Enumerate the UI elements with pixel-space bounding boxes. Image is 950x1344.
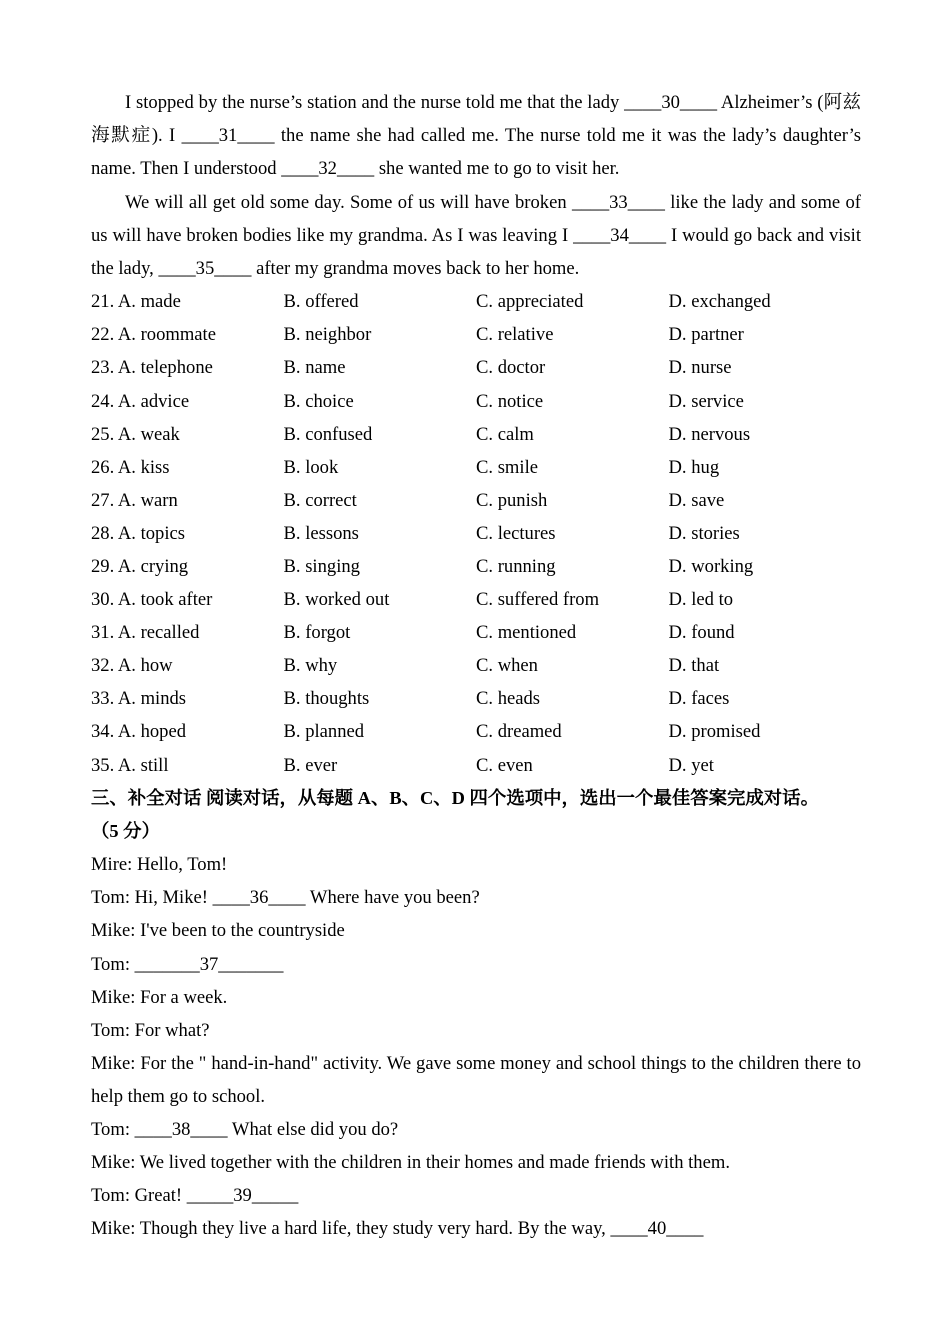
option-b: B. choice xyxy=(283,390,354,412)
section-heading: 三、补全对话 阅读对话，从每题 A、B、C、D 四个选项中，选出一个最佳答案完成对话。 xyxy=(91,787,819,808)
dialogue-line: Mike: For a week. xyxy=(91,986,228,1008)
option-c: C. running xyxy=(476,555,556,577)
question-row-26 xyxy=(91,451,861,484)
dialogue-line: Tom: Great! _____39_____ xyxy=(91,1185,299,1207)
option-c: C. notice xyxy=(476,390,544,412)
option-b: B. worked out xyxy=(283,589,390,611)
dialogue xyxy=(91,848,861,1245)
option-d: D. nervous xyxy=(668,423,751,445)
document-page xyxy=(91,86,861,1245)
dialogue-line: Mike: For the " hand-in-hand" activity. We gave some money and school things to the children there to help them go to school. xyxy=(91,1052,861,1107)
option-a: 23. A. telephone xyxy=(91,357,213,379)
option-d: D. that xyxy=(668,655,720,677)
option-a: 26. A. kiss xyxy=(91,456,170,478)
passage-paragraph: I stopped by the nurse’s station and the nurse told me that the lady ____30____ Alzheimer’s (阿兹海默症). I ____31____ the name she had called me. The nurse told me it was the lady’s daughter’s name. Then I understood ____32____ she wanted me to go to visit her. xyxy=(91,92,861,180)
question-row-25 xyxy=(91,418,861,451)
option-d: D. faces xyxy=(668,688,730,710)
option-a: 21. A. made xyxy=(91,291,181,313)
option-b: B. correct xyxy=(283,489,357,511)
question-row-34 xyxy=(91,715,861,748)
option-a: 27. A. warn xyxy=(91,489,178,511)
option-d: D. found xyxy=(668,622,735,644)
option-d: D. exchanged xyxy=(668,291,771,313)
question-row-22 xyxy=(91,318,861,351)
option-b: B. lessons xyxy=(283,522,359,544)
option-d: D. working xyxy=(668,555,754,577)
option-d: D. promised xyxy=(668,721,761,743)
option-c: C. even xyxy=(476,754,533,776)
option-c: C. doctor xyxy=(476,357,546,379)
question-row-30 xyxy=(91,583,861,616)
option-b: B. why xyxy=(283,655,338,677)
option-a: 30. A. took after xyxy=(91,589,213,611)
option-d: D. led to xyxy=(668,589,734,611)
dialogue-line: Mike: Though they live a hard life, they study very hard. By the way, ____40____ xyxy=(91,1218,704,1240)
option-d: D. stories xyxy=(668,522,740,544)
question-row-23 xyxy=(91,351,861,384)
option-b: B. confused xyxy=(283,423,373,445)
option-b: B. neighbor xyxy=(283,324,372,346)
question-row-31 xyxy=(91,616,861,649)
option-a: 33. A. minds xyxy=(91,688,187,710)
option-b: B. planned xyxy=(283,721,365,743)
dialogue-line: Tom: Hi, Mike! ____36____ Where have you been? xyxy=(91,887,480,909)
dialogue-line: Mike: We lived together with the children in their homes and made friends with them. xyxy=(91,1152,730,1174)
option-b: B. thoughts xyxy=(283,688,370,710)
option-c: C. calm xyxy=(476,423,534,445)
option-c: C. dreamed xyxy=(476,721,562,743)
question-row-33 xyxy=(91,682,861,715)
question-row-24 xyxy=(91,385,861,418)
question-options-list xyxy=(91,285,861,781)
dialogue-line: Tom: ____38____ What else did you do? xyxy=(91,1118,399,1140)
option-b: B. look xyxy=(283,456,339,478)
option-c: C. suffered from xyxy=(476,589,600,611)
option-a: 29. A. crying xyxy=(91,555,189,577)
option-b: B. offered xyxy=(283,291,359,313)
option-a: 35. A. still xyxy=(91,754,169,776)
option-d: D. service xyxy=(668,390,744,412)
question-row-27 xyxy=(91,484,861,517)
dialogue-line: Mike: I've been to the countryside xyxy=(91,920,345,942)
option-d: D. save xyxy=(668,489,725,511)
option-a: 25. A. weak xyxy=(91,423,180,445)
option-a: 31. A. recalled xyxy=(91,622,200,644)
option-b: B. name xyxy=(283,357,346,379)
passage-paragraph: We will all get old some day. Some of us will have broken ____33____ like the lady and some of us will have broken bodies like my grandma. As I was leaving I ____34____ I would go back and visit the lady, ____35____ after my grandma moves back to her home. xyxy=(91,191,861,280)
option-a: 34. A. hoped xyxy=(91,721,187,743)
question-row-21 xyxy=(91,285,861,318)
option-c: C. appreciated xyxy=(476,291,584,313)
option-a: 28. A. topics xyxy=(91,522,186,544)
dialogue-line: Tom: For what? xyxy=(91,1019,210,1041)
option-c: C. when xyxy=(476,655,538,677)
question-row-29 xyxy=(91,550,861,583)
option-c: C. relative xyxy=(476,324,554,346)
question-row-28 xyxy=(91,517,861,550)
option-d: D. nurse xyxy=(668,357,732,379)
question-row-32 xyxy=(91,649,861,682)
option-a: 24. A. advice xyxy=(91,390,190,412)
section-score: （5 分） xyxy=(91,820,160,841)
option-a: 32. A. how xyxy=(91,655,173,677)
option-b: B. forgot xyxy=(283,622,351,644)
question-row-35 xyxy=(91,749,861,782)
option-a: 22. A. roommate xyxy=(91,324,216,346)
option-d: D. yet xyxy=(668,754,714,776)
option-c: C. mentioned xyxy=(476,622,577,644)
option-b: B. singing xyxy=(283,555,360,577)
dialogue-line: Mire: Hello, Tom! xyxy=(91,854,228,876)
option-d: D. hug xyxy=(668,456,720,478)
option-c: C. punish xyxy=(476,489,548,511)
option-d: D. partner xyxy=(668,324,744,346)
option-c: C. smile xyxy=(476,456,538,478)
dialogue-line: Tom: _______37_______ xyxy=(91,953,284,975)
option-c: C. heads xyxy=(476,688,541,710)
option-b: B. ever xyxy=(283,754,338,776)
option-c: C. lectures xyxy=(476,522,556,544)
